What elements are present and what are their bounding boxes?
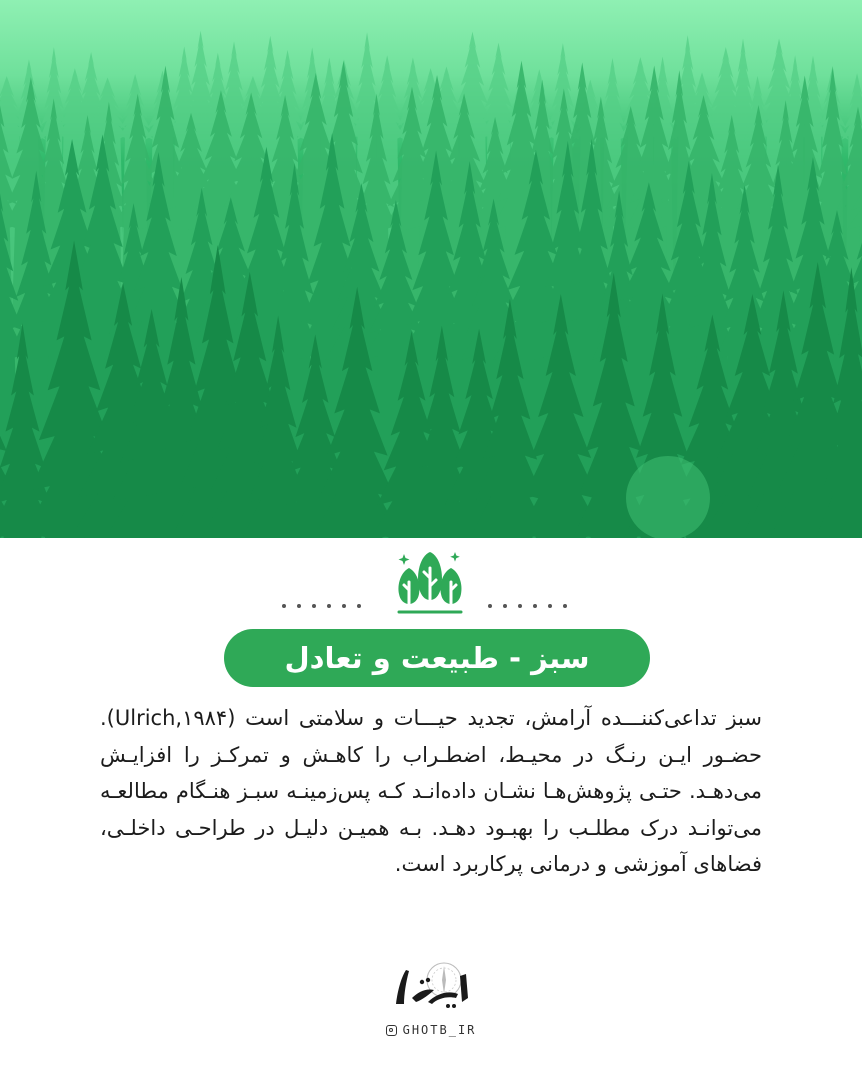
body-paragraph: سبز تداعی‌کننـــده آرامش، تجدید حیـــات و سلامتی است (Ulrich,۱۹۸۴). حضـور ایـن رنـگ در محیـط، اضطـراب را کاهـش و تمرکـز را افزایـش می‌دهـد. حتـی پژوهش‌هـا نشـان داده‌انـد کـه پس‌زمینـه سبـز هنـگام مطالعـه می‌توانـد درک مطلـب را بهبـود دهـد. بـه همیـن دلیـل در طراحـی داخلـی، فضاهای آموزشی و درمانی پرکاربرد است. bbox=[100, 706, 762, 876]
title-banner bbox=[224, 629, 650, 687]
dotted-divider-left bbox=[282, 593, 374, 597]
instagram-icon bbox=[386, 1025, 397, 1036]
ghotbnama-logo bbox=[382, 958, 480, 1014]
forest-header-image bbox=[0, 0, 862, 538]
dotted-divider-right bbox=[488, 593, 580, 597]
page-title: سبز - طبیعت و تعادل bbox=[284, 641, 590, 675]
instagram-handle[interactable] bbox=[360, 1023, 502, 1037]
body-text bbox=[100, 700, 762, 883]
tree-sparkle-icon bbox=[395, 548, 465, 616]
handle-text: GHOTB_IR bbox=[402, 1023, 477, 1037]
